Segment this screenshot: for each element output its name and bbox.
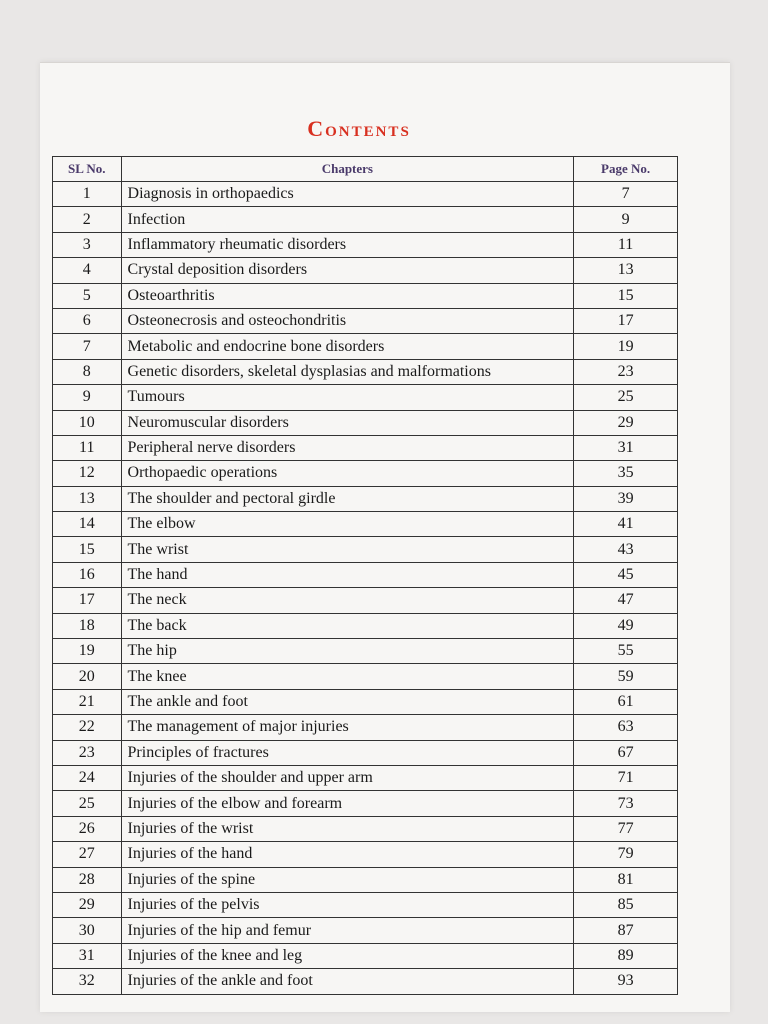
- table-row: [53, 816, 678, 841]
- table-row: [53, 943, 678, 968]
- chapter-title-cell: Injuries of the spine: [121, 867, 574, 892]
- page-number-cell: 67: [574, 740, 678, 765]
- sl-no-cell: 19: [53, 639, 122, 664]
- sl-no-cell: 11: [53, 435, 122, 460]
- table-row: [53, 639, 678, 664]
- page-number-cell: 31: [574, 435, 678, 460]
- page-number-cell: 45: [574, 562, 678, 587]
- sl-no-cell: 21: [53, 689, 122, 714]
- page-number-cell: 19: [574, 334, 678, 359]
- page-number-cell: 59: [574, 664, 678, 689]
- table-row: [53, 740, 678, 765]
- sl-no-cell: 25: [53, 791, 122, 816]
- page-edge: [40, 62, 730, 63]
- table-row: [53, 842, 678, 867]
- table-row: [53, 461, 678, 486]
- sl-no-cell: 30: [53, 918, 122, 943]
- page-number-cell: 93: [574, 969, 678, 994]
- table-row: [53, 791, 678, 816]
- sl-no-cell: 28: [53, 867, 122, 892]
- chapter-title-cell: Peripheral nerve disorders: [121, 435, 574, 460]
- chapter-title-cell: The neck: [121, 588, 574, 613]
- chapter-title-cell: Osteonecrosis and osteochondritis: [121, 308, 574, 333]
- table-row: [53, 334, 678, 359]
- table-row: [53, 308, 678, 333]
- chapter-title-cell: The hip: [121, 639, 574, 664]
- sl-no-cell: 23: [53, 740, 122, 765]
- page-number-cell: 29: [574, 410, 678, 435]
- sl-no-cell: 32: [53, 969, 122, 994]
- sl-no-cell: 8: [53, 359, 122, 384]
- sl-no-cell: 17: [53, 588, 122, 613]
- chapter-title-cell: Crystal deposition disorders: [121, 258, 574, 283]
- page-number-cell: 9: [574, 207, 678, 232]
- header-sl-no: SL No.: [53, 157, 122, 182]
- sl-no-cell: 13: [53, 486, 122, 511]
- sl-no-cell: 26: [53, 816, 122, 841]
- chapter-title-cell: Injuries of the knee and leg: [121, 943, 574, 968]
- table-row: [53, 715, 678, 740]
- chapter-title-cell: Diagnosis in orthopaedics: [121, 182, 574, 207]
- chapter-title-cell: The wrist: [121, 537, 574, 562]
- chapter-title-cell: Injuries of the ankle and foot: [121, 969, 574, 994]
- chapter-title-cell: The ankle and foot: [121, 689, 574, 714]
- table-row: [53, 562, 678, 587]
- sl-no-cell: 16: [53, 562, 122, 587]
- chapter-title-cell: Genetic disorders, skeletal dysplasias and malformations: [121, 359, 574, 384]
- table-row: [53, 258, 678, 283]
- table-row: [53, 613, 678, 638]
- sl-no-cell: 9: [53, 385, 122, 410]
- chapter-title-cell: Injuries of the elbow and forearm: [121, 791, 574, 816]
- chapter-title-cell: The back: [121, 613, 574, 638]
- table-row: [53, 359, 678, 384]
- table-row: [53, 486, 678, 511]
- page-number-cell: 77: [574, 816, 678, 841]
- chapter-title-cell: The knee: [121, 664, 574, 689]
- page-number-cell: 71: [574, 765, 678, 790]
- sl-no-cell: 6: [53, 308, 122, 333]
- sl-no-cell: 29: [53, 892, 122, 917]
- table-row: [53, 588, 678, 613]
- sl-no-cell: 2: [53, 207, 122, 232]
- table-body: [53, 182, 678, 995]
- page-number-cell: 85: [574, 892, 678, 917]
- sl-no-cell: 5: [53, 283, 122, 308]
- table-row: [53, 689, 678, 714]
- chapter-title-cell: The hand: [121, 562, 574, 587]
- page-number-cell: 55: [574, 639, 678, 664]
- sl-no-cell: 1: [53, 182, 122, 207]
- table-row: [53, 664, 678, 689]
- table-row: [53, 892, 678, 917]
- page-number-cell: 39: [574, 486, 678, 511]
- sl-no-cell: 31: [53, 943, 122, 968]
- chapter-title-cell: Orthopaedic operations: [121, 461, 574, 486]
- table-row: [53, 435, 678, 460]
- table-row: [53, 512, 678, 537]
- sl-no-cell: 4: [53, 258, 122, 283]
- chapter-title-cell: Principles of fractures: [121, 740, 574, 765]
- sl-no-cell: 3: [53, 232, 122, 257]
- page-number-cell: 35: [574, 461, 678, 486]
- page-number-cell: 41: [574, 512, 678, 537]
- page-number-cell: 89: [574, 943, 678, 968]
- table-row: [53, 385, 678, 410]
- table-row: [53, 765, 678, 790]
- page-number-cell: 87: [574, 918, 678, 943]
- page-number-cell: 43: [574, 537, 678, 562]
- sl-no-cell: 22: [53, 715, 122, 740]
- sl-no-cell: 12: [53, 461, 122, 486]
- page-number-cell: 49: [574, 613, 678, 638]
- page-title: Contents: [307, 116, 411, 141]
- page-number-cell: 13: [574, 258, 678, 283]
- sl-no-cell: 27: [53, 842, 122, 867]
- contents-table: [52, 156, 678, 995]
- chapter-title-cell: Injuries of the hand: [121, 842, 574, 867]
- header-chapters: Chapters: [121, 157, 574, 182]
- chapter-title-cell: Injuries of the wrist: [121, 816, 574, 841]
- table-row: [53, 232, 678, 257]
- page-number-cell: 11: [574, 232, 678, 257]
- sl-no-cell: 7: [53, 334, 122, 359]
- table-row: [53, 969, 678, 994]
- sl-no-cell: 24: [53, 765, 122, 790]
- chapter-title-cell: Injuries of the shoulder and upper arm: [121, 765, 574, 790]
- chapter-title-cell: Tumours: [121, 385, 574, 410]
- table-row: [53, 283, 678, 308]
- table-row: [53, 182, 678, 207]
- chapter-title-cell: Metabolic and endocrine bone disorders: [121, 334, 574, 359]
- table-row: [53, 918, 678, 943]
- page-number-cell: 17: [574, 308, 678, 333]
- sl-no-cell: 18: [53, 613, 122, 638]
- page-number-cell: 79: [574, 842, 678, 867]
- chapter-title-cell: Osteoarthritis: [121, 283, 574, 308]
- page-number-cell: 81: [574, 867, 678, 892]
- chapter-title-cell: The management of major injuries: [121, 715, 574, 740]
- page-number-cell: 47: [574, 588, 678, 613]
- chapter-title-cell: Injuries of the hip and femur: [121, 918, 574, 943]
- sl-no-cell: 14: [53, 512, 122, 537]
- table-row: [53, 410, 678, 435]
- header-page-no: Page No.: [574, 157, 678, 182]
- page-number-cell: 61: [574, 689, 678, 714]
- table-row: [53, 537, 678, 562]
- chapter-title-cell: The shoulder and pectoral girdle: [121, 486, 574, 511]
- chapter-title-cell: Infection: [121, 207, 574, 232]
- sl-no-cell: 15: [53, 537, 122, 562]
- page-number-cell: 63: [574, 715, 678, 740]
- table-header-row: [53, 157, 678, 182]
- sl-no-cell: 20: [53, 664, 122, 689]
- chapter-title-cell: Inflammatory rheumatic disorders: [121, 232, 574, 257]
- chapter-title-cell: The elbow: [121, 512, 574, 537]
- table-row: [53, 867, 678, 892]
- page-number-cell: 23: [574, 359, 678, 384]
- table-row: [53, 207, 678, 232]
- chapter-title-cell: Neuromuscular disorders: [121, 410, 574, 435]
- page-number-cell: 25: [574, 385, 678, 410]
- chapter-title-cell: Injuries of the pelvis: [121, 892, 574, 917]
- sl-no-cell: 10: [53, 410, 122, 435]
- page-number-cell: 7: [574, 182, 678, 207]
- page-number-cell: 73: [574, 791, 678, 816]
- page-number-cell: 15: [574, 283, 678, 308]
